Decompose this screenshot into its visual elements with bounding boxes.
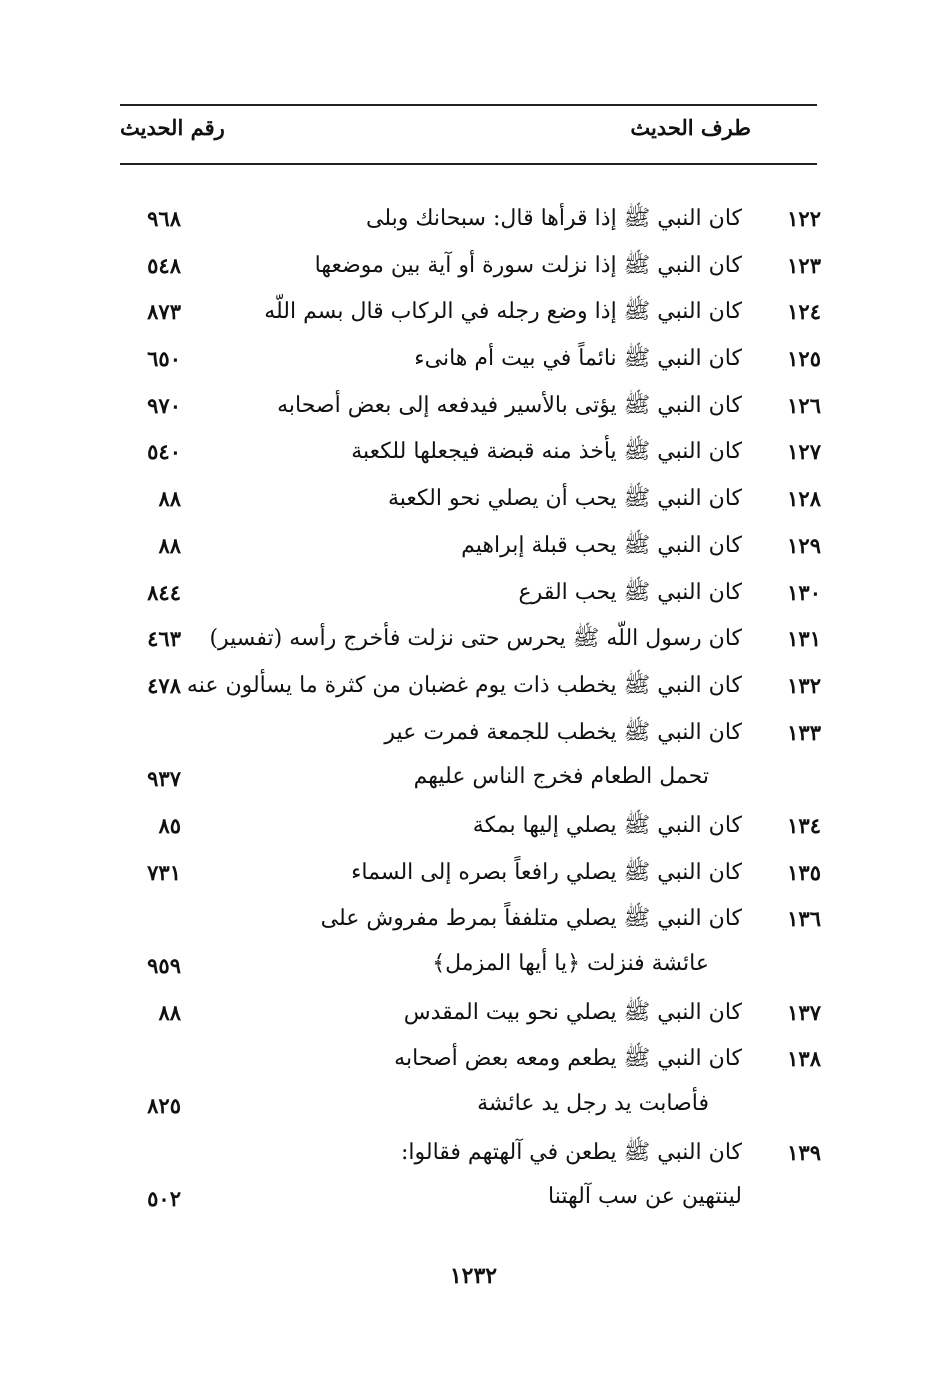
entry-index: ١٣٦ [787,906,821,932]
entry-text: كان النبي ﷺ إذا قرأها قال: سبحانك وبلى [365,206,742,231]
entry-text: تحمل الطعام فخرج الناس عليهم [413,764,709,790]
index-line-continuation [0,943,947,990]
entry-index: ١٣٠ [787,579,821,605]
page-number: ١٢٣٢ [449,1263,498,1289]
index-line [0,1130,947,1177]
index-line [0,616,947,663]
index-line [0,289,947,336]
index-line-continuation [0,1176,947,1223]
entry-text: كان رسول اللّه ﷺ يحرس حتى نزلت فأخرج رأسه (تفسير) [209,626,742,652]
entry-text: كان النبي ﷺ إذا نزلت سورة أو آية بين موضعها [314,252,742,278]
entry-text: لينتهين عن سب آلهتنا [548,1184,742,1210]
entry-index: ١٣٤ [787,812,821,838]
entry-text: كان النبي ﷺ يحب قبلة إبراهيم [461,532,742,558]
entry-index: ١٢٧ [787,439,821,465]
entry-text: كان النبي ﷺ يخطب ذات يوم غضبان من كثرة ما يسألون عنه [186,672,742,698]
entry-index: ١٢٢ [787,206,821,231]
hadith-number: ٨٥ [158,812,181,838]
entry-index: ١٢٣ [787,252,821,278]
entry-text: كان النبي ﷺ يؤتى بالأسير فيدفعه إلى بعض أصحابه [277,392,742,418]
hadith-number-column-header: رقم الحديث [120,115,225,140]
hadith-head-column-header: طرف الحديث [630,115,751,140]
index-line-continuation [0,756,947,803]
hadith-number: ٩٧٠ [147,392,181,418]
hadith-number: ٥٤٨ [147,252,181,278]
entry-index: ١٢٩ [787,532,821,558]
entry-index: ١٢٤ [787,299,821,325]
entry-index: ١٣٩ [787,1139,821,1165]
hadith-number: ٧٣١ [147,859,181,885]
entry-text: كان النبي ﷺ يصلي متلففاً بمرط مفروش على [320,906,742,932]
hadith-number: ٤٦٣ [147,626,181,652]
entry-index: ١٢٨ [787,486,821,512]
entry-text: كان النبي ﷺ يطعم ومعه بعض أصحابه [394,1046,742,1072]
hadith-number: ٤٧٨ [147,672,181,698]
hadith-number: ٨٨ [158,486,181,512]
entry-index: ١٣٣ [787,719,821,745]
header-bottom-rule [120,163,817,165]
index-line [0,663,947,710]
hadith-number: ٨٢٥ [147,1093,181,1119]
entry-text: كان النبي ﷺ يصلي رافعاً بصره إلى السماء [351,859,742,885]
entry-index: ١٣١ [787,626,821,652]
entry-text: كان النبي ﷺ يصلي إليها بمكة [472,812,742,838]
entry-index: ١٣٥ [787,859,821,885]
hadith-number: ٩٣٧ [147,766,181,792]
index-line [0,243,947,290]
index-line [0,476,947,523]
index-line [0,803,947,850]
entry-index: ١٣٨ [787,1046,821,1072]
entry-text: كان النبي ﷺ إذا وضع رجله في الركاب قال بسم اللّه [264,299,742,325]
index-line-continuation [0,1083,947,1130]
hadith-number: ٨٨ [158,999,181,1025]
entry-text: كان النبي ﷺ يحب القرع [518,579,742,605]
entry-text: فأصابت يد رجل يد عائشة [477,1091,709,1117]
hadith-index-list [0,196,947,1223]
index-line [0,896,947,943]
entry-index: ١٢٦ [787,392,821,418]
entry-text: كان النبي ﷺ نائماً في بيت أم هانىء [414,346,742,372]
header-top-rule [120,104,817,106]
hadith-number: ٥٤٠ [147,439,181,465]
index-line [0,523,947,570]
hadith-number: ٨٤٤ [147,579,181,605]
index-line [0,196,947,243]
hadith-number: ٩٥٩ [147,953,181,978]
entry-text: كان النبي ﷺ يحب أن يصلي نحو الكعبة [387,486,742,512]
index-line [0,990,947,1037]
index-line [0,850,947,897]
hadith-number: ٨٨ [158,532,181,558]
hadith-number: ٥٠٢ [147,1186,181,1212]
hadith-number: ٩٦٨ [147,206,181,231]
entry-index: ١٣٢ [787,672,821,698]
index-line [0,1036,947,1083]
entry-text: كان النبي ﷺ يخطب للجمعة فمرت عير [384,719,742,745]
index-line [0,710,947,757]
index-line [0,570,947,617]
entry-text: كان النبي ﷺ يطعن في آلهتهم فقالوا: [401,1139,742,1165]
index-line [0,336,947,383]
hadith-number: ٨٧٣ [147,299,181,325]
index-line [0,383,947,430]
entry-index: ١٢٥ [787,346,821,372]
entry-text: كان النبي ﷺ يأخذ منه قبضة فيجعلها للكعبة [351,439,742,465]
hadith-number: ٦٥٠ [147,346,181,372]
entry-index: ١٣٧ [787,999,821,1025]
index-line [0,429,947,476]
entry-text: كان النبي ﷺ يصلي نحو بيت المقدس [403,999,742,1025]
entry-text: عائشة فنزلت ﴿يا أيها المزمل﴾ [432,951,709,976]
